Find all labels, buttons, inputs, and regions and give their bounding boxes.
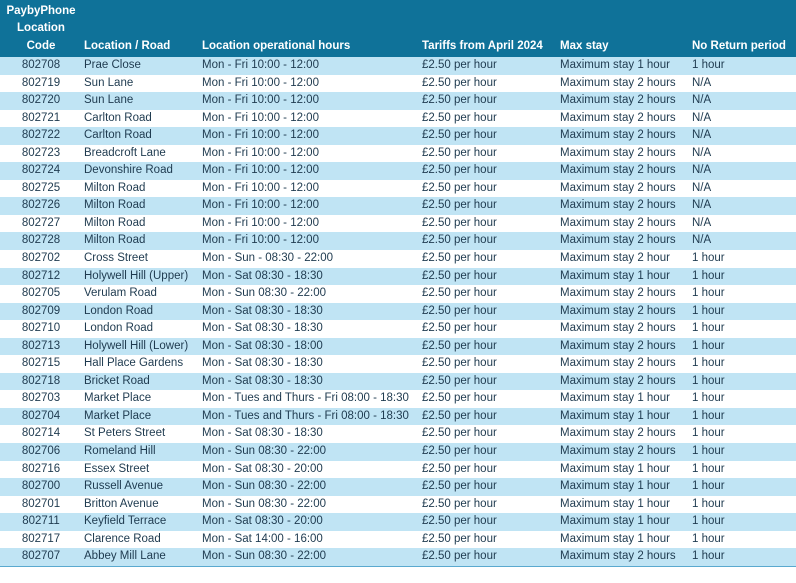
cell-location-road: Breadcroft Lane [82, 145, 200, 163]
cell-no-return-period: N/A [690, 110, 796, 128]
cell-no-return-period: 1 hour [690, 478, 796, 496]
cell-operational-hours: Mon - Sun 08:30 - 22:00 [200, 496, 420, 514]
cell-location-code: 802702 [0, 250, 82, 268]
cell-tariff: £2.50 per hour [420, 548, 558, 566]
cell-location-code: 802719 [0, 75, 82, 93]
cell-location-road: Milton Road [82, 232, 200, 250]
cell-location-road: London Road [82, 303, 200, 321]
cell-location-code: 802722 [0, 127, 82, 145]
cell-no-return-period: 1 hour [690, 531, 796, 549]
cell-max-stay: Maximum stay 1 hour [558, 496, 690, 514]
cell-tariff: £2.50 per hour [420, 57, 558, 75]
cell-no-return-period: 1 hour [690, 425, 796, 443]
cell-max-stay: Maximum stay 1 hour [558, 268, 690, 286]
cell-max-stay: Maximum stay 2 hours [558, 215, 690, 233]
cell-operational-hours: Mon - Sun 08:30 - 22:00 [200, 478, 420, 496]
cell-tariff: £2.50 per hour [420, 443, 558, 461]
cell-operational-hours: Mon - Fri 10:00 - 12:00 [200, 197, 420, 215]
cell-location-code: 802727 [0, 215, 82, 233]
cell-no-return-period: N/A [690, 215, 796, 233]
table-row [0, 215, 796, 233]
cell-operational-hours: Mon - Sun 08:30 - 22:00 [200, 443, 420, 461]
cell-no-return-period: N/A [690, 75, 796, 93]
cell-max-stay: Maximum stay 2 hours [558, 75, 690, 93]
cell-max-stay: Maximum stay 2 hours [558, 303, 690, 321]
cell-location-road: Clarence Road [82, 531, 200, 549]
table-body [0, 57, 796, 566]
cell-location-road: Milton Road [82, 180, 200, 198]
cell-location-code: 802715 [0, 355, 82, 373]
table-row [0, 232, 796, 250]
cell-location-code: 802712 [0, 268, 82, 286]
header-no-return-period: No Return period [690, 0, 796, 57]
table-row [0, 75, 796, 93]
cell-tariff: £2.50 per hour [420, 338, 558, 356]
cell-no-return-period: 1 hour [690, 390, 796, 408]
cell-tariff: £2.50 per hour [420, 110, 558, 128]
cell-no-return-period: 1 hour [690, 355, 796, 373]
cell-operational-hours: Mon - Sat 14:00 - 16:00 [200, 531, 420, 549]
cell-no-return-period: 1 hour [690, 250, 796, 268]
cell-tariff: £2.50 per hour [420, 355, 558, 373]
cell-tariff: £2.50 per hour [420, 425, 558, 443]
table-row [0, 197, 796, 215]
cell-max-stay: Maximum stay 2 hours [558, 373, 690, 391]
cell-location-road: Milton Road [82, 215, 200, 233]
cell-max-stay: Maximum stay 2 hours [558, 92, 690, 110]
cell-tariff: £2.50 per hour [420, 215, 558, 233]
cell-location-road: Market Place [82, 390, 200, 408]
cell-operational-hours: Mon - Sat 08:30 - 18:30 [200, 320, 420, 338]
cell-location-code: 802707 [0, 548, 82, 566]
table-row [0, 162, 796, 180]
cell-tariff: £2.50 per hour [420, 180, 558, 198]
cell-operational-hours: Mon - Fri 10:00 - 12:00 [200, 110, 420, 128]
cell-operational-hours: Mon - Sun 08:30 - 22:00 [200, 285, 420, 303]
cell-operational-hours: Mon - Sat 08:30 - 18:30 [200, 303, 420, 321]
cell-location-road: Sun Lane [82, 75, 200, 93]
table-row [0, 338, 796, 356]
cell-no-return-period: 1 hour [690, 461, 796, 479]
cell-location-road: Market Place [82, 408, 200, 426]
cell-location-road: Carlton Road [82, 127, 200, 145]
cell-location-road: Devonshire Road [82, 162, 200, 180]
cell-operational-hours: Mon - Fri 10:00 - 12:00 [200, 232, 420, 250]
cell-tariff: £2.50 per hour [420, 75, 558, 93]
cell-no-return-period: 1 hour [690, 443, 796, 461]
cell-no-return-period: 1 hour [690, 513, 796, 531]
cell-location-road: Abbey Mill Lane [82, 548, 200, 566]
cell-location-code: 802725 [0, 180, 82, 198]
cell-operational-hours: Mon - Fri 10:00 - 12:00 [200, 92, 420, 110]
table-row [0, 531, 796, 549]
cell-location-code: 802703 [0, 390, 82, 408]
table-row [0, 443, 796, 461]
cell-no-return-period: 1 hour [690, 57, 796, 75]
cell-max-stay: Maximum stay 2 hours [558, 338, 690, 356]
cell-location-code: 802706 [0, 443, 82, 461]
cell-operational-hours: Mon - Fri 10:00 - 12:00 [200, 145, 420, 163]
cell-max-stay: Maximum stay 1 hour [558, 390, 690, 408]
table-row [0, 320, 796, 338]
table-row [0, 373, 796, 391]
cell-no-return-period: 1 hour [690, 408, 796, 426]
cell-tariff: £2.50 per hour [420, 145, 558, 163]
table-row [0, 303, 796, 321]
cell-no-return-period: 1 hour [690, 268, 796, 286]
table-row [0, 92, 796, 110]
cell-location-road: London Road [82, 320, 200, 338]
header-location-road: Location / Road [82, 0, 200, 57]
cell-location-road: Cross Street [82, 250, 200, 268]
cell-max-stay: Maximum stay 1 hour [558, 513, 690, 531]
cell-operational-hours: Mon - Sat 08:30 - 18:30 [200, 373, 420, 391]
cell-location-road: Hall Place Gardens [82, 355, 200, 373]
table-row [0, 425, 796, 443]
cell-tariff: £2.50 per hour [420, 127, 558, 145]
cell-tariff: £2.50 per hour [420, 285, 558, 303]
cell-no-return-period: 1 hour [690, 496, 796, 514]
table-row [0, 127, 796, 145]
cell-location-road: Holywell Hill (Upper) [82, 268, 200, 286]
cell-tariff: £2.50 per hour [420, 531, 558, 549]
table-row [0, 496, 796, 514]
cell-operational-hours: Mon - Fri 10:00 - 12:00 [200, 57, 420, 75]
cell-operational-hours: Mon - Tues and Thurs - Fri 08:00 - 18:30 [200, 408, 420, 426]
table-header [0, 0, 796, 57]
cell-operational-hours: Mon - Sun - 08:30 - 22:00 [200, 250, 420, 268]
header-max-stay: Max stay [558, 0, 690, 57]
table-row [0, 408, 796, 426]
cell-max-stay: Maximum stay 2 hours [558, 197, 690, 215]
cell-tariff: £2.50 per hour [420, 478, 558, 496]
table-row [0, 548, 796, 566]
cell-max-stay: Maximum stay 2 hours [558, 110, 690, 128]
cell-max-stay: Maximum stay 2 hours [558, 180, 690, 198]
cell-operational-hours: Mon - Fri 10:00 - 12:00 [200, 75, 420, 93]
cell-location-code: 802700 [0, 478, 82, 496]
cell-no-return-period: 1 hour [690, 285, 796, 303]
cell-max-stay: Maximum stay 1 hour [558, 408, 690, 426]
cell-location-road: Romeland Hill [82, 443, 200, 461]
table-row [0, 268, 796, 286]
cell-location-code: 802723 [0, 145, 82, 163]
cell-max-stay: Maximum stay 2 hours [558, 548, 690, 566]
cell-operational-hours: Mon - Tues and Thurs - Fri 08:00 - 18:30 [200, 390, 420, 408]
cell-location-code: 802721 [0, 110, 82, 128]
cell-location-road: Verulam Road [82, 285, 200, 303]
cell-max-stay: Maximum stay 1 hour [558, 57, 690, 75]
cell-location-road: Russell Avenue [82, 478, 200, 496]
cell-operational-hours: Mon - Fri 10:00 - 12:00 [200, 162, 420, 180]
cell-no-return-period: N/A [690, 180, 796, 198]
cell-tariff: £2.50 per hour [420, 162, 558, 180]
cell-max-stay: Maximum stay 2 hours [558, 162, 690, 180]
cell-location-code: 802716 [0, 461, 82, 479]
cell-location-code: 802728 [0, 232, 82, 250]
cell-no-return-period: 1 hour [690, 373, 796, 391]
cell-no-return-period: 1 hour [690, 320, 796, 338]
cell-max-stay: Maximum stay 2 hours [558, 320, 690, 338]
table-row [0, 110, 796, 128]
cell-location-code: 802710 [0, 320, 82, 338]
cell-location-code: 802711 [0, 513, 82, 531]
cell-no-return-period: N/A [690, 197, 796, 215]
table-row [0, 355, 796, 373]
cell-max-stay: Maximum stay 1 hour [558, 478, 690, 496]
cell-operational-hours: Mon - Sun 08:30 - 22:00 [200, 548, 420, 566]
cell-no-return-period: N/A [690, 145, 796, 163]
cell-tariff: £2.50 per hour [420, 92, 558, 110]
cell-location-code: 802717 [0, 531, 82, 549]
cell-no-return-period: 1 hour [690, 548, 796, 566]
table-row [0, 285, 796, 303]
cell-tariff: £2.50 per hour [420, 232, 558, 250]
cell-max-stay: Maximum stay 2 hours [558, 425, 690, 443]
cell-operational-hours: Mon - Sat 08:30 - 18:00 [200, 338, 420, 356]
cell-location-road: Holywell Hill (Lower) [82, 338, 200, 356]
cell-no-return-period: N/A [690, 162, 796, 180]
cell-location-road: Sun Lane [82, 92, 200, 110]
cell-max-stay: Maximum stay 2 hours [558, 355, 690, 373]
cell-location-code: 802701 [0, 496, 82, 514]
cell-max-stay: Maximum stay 2 hours [558, 127, 690, 145]
cell-tariff: £2.50 per hour [420, 303, 558, 321]
cell-max-stay: Maximum stay 1 hour [558, 531, 690, 549]
cell-max-stay: Maximum stay 2 hours [558, 443, 690, 461]
cell-location-code: 802720 [0, 92, 82, 110]
header-location-code: PaybyPhone Location Code [0, 0, 82, 57]
cell-location-road: Carlton Road [82, 110, 200, 128]
table-row [0, 390, 796, 408]
cell-location-code: 802713 [0, 338, 82, 356]
cell-location-code: 802709 [0, 303, 82, 321]
cell-location-code: 802708 [0, 57, 82, 75]
cell-operational-hours: Mon - Sat 08:30 - 20:00 [200, 513, 420, 531]
cell-operational-hours: Mon - Sat 08:30 - 20:00 [200, 461, 420, 479]
cell-location-road: Britton Avenue [82, 496, 200, 514]
cell-max-stay: Maximum stay 2 hour [558, 250, 690, 268]
cell-operational-hours: Mon - Fri 10:00 - 12:00 [200, 127, 420, 145]
cell-location-code: 802705 [0, 285, 82, 303]
cell-location-code: 802704 [0, 408, 82, 426]
table-row [0, 180, 796, 198]
cell-max-stay: Maximum stay 2 hours [558, 285, 690, 303]
cell-no-return-period: N/A [690, 92, 796, 110]
cell-location-code: 802726 [0, 197, 82, 215]
cell-no-return-period: 1 hour [690, 338, 796, 356]
cell-tariff: £2.50 per hour [420, 496, 558, 514]
cell-operational-hours: Mon - Sat 08:30 - 18:30 [200, 425, 420, 443]
cell-location-code: 802714 [0, 425, 82, 443]
cell-operational-hours: Mon - Fri 10:00 - 12:00 [200, 180, 420, 198]
cell-tariff: £2.50 per hour [420, 320, 558, 338]
cell-tariff: £2.50 per hour [420, 197, 558, 215]
cell-location-road: Bricket Road [82, 373, 200, 391]
cell-max-stay: Maximum stay 1 hour [558, 461, 690, 479]
cell-location-road: Prae Close [82, 57, 200, 75]
cell-no-return-period: N/A [690, 127, 796, 145]
cell-tariff: £2.50 per hour [420, 373, 558, 391]
cell-no-return-period: N/A [690, 232, 796, 250]
table-row [0, 478, 796, 496]
cell-tariff: £2.50 per hour [420, 461, 558, 479]
cell-tariff: £2.50 per hour [420, 268, 558, 286]
table-row [0, 57, 796, 75]
cell-location-road: Essex Street [82, 461, 200, 479]
cell-operational-hours: Mon - Sat 08:30 - 18:30 [200, 268, 420, 286]
table-row [0, 461, 796, 479]
cell-location-road: Milton Road [82, 197, 200, 215]
table-row [0, 250, 796, 268]
header-operational-hours: Location operational hours [200, 0, 420, 57]
table-row [0, 145, 796, 163]
cell-operational-hours: Mon - Sat 08:30 - 18:30 [200, 355, 420, 373]
cell-tariff: £2.50 per hour [420, 390, 558, 408]
cell-operational-hours: Mon - Fri 10:00 - 12:00 [200, 215, 420, 233]
header-tariffs: Tariffs from April 2024 [420, 0, 558, 57]
cell-tariff: £2.50 per hour [420, 408, 558, 426]
cell-location-road: St Peters Street [82, 425, 200, 443]
cell-location-code: 802718 [0, 373, 82, 391]
cell-no-return-period: 1 hour [690, 303, 796, 321]
cell-max-stay: Maximum stay 2 hours [558, 232, 690, 250]
cell-location-code: 802724 [0, 162, 82, 180]
cell-max-stay: Maximum stay 2 hours [558, 145, 690, 163]
cell-location-road: Keyfield Terrace [82, 513, 200, 531]
table-row [0, 513, 796, 531]
cell-tariff: £2.50 per hour [420, 250, 558, 268]
cell-tariff: £2.50 per hour [420, 513, 558, 531]
